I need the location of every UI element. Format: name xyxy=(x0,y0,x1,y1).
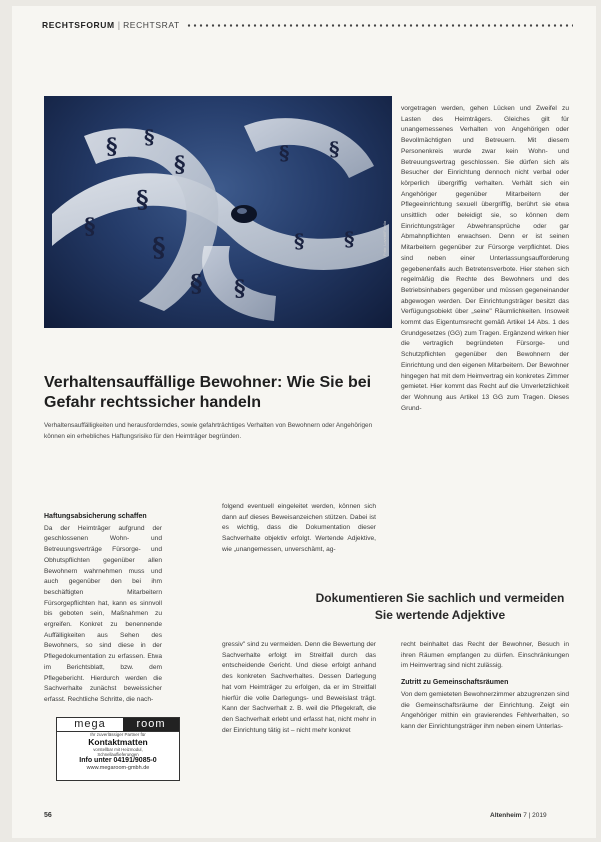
ad-phone: Info unter 04191/9085-0 xyxy=(79,757,157,765)
photo-credit: Foto: Lovetti/Fotolia xyxy=(382,220,387,256)
subsection-label: RECHTSRAT xyxy=(123,20,180,30)
paragraph-sign-icon: § xyxy=(84,214,96,240)
section-label: RECHTSFORUM xyxy=(42,20,115,30)
subheading-common-rooms: Zutritt zu Gemeinschaftsräumen xyxy=(401,679,509,687)
ad-detail: Schnellauflieferungen xyxy=(97,752,139,758)
ad-logo-right: room xyxy=(123,718,179,731)
magazine-issue: 7 | 2019 xyxy=(523,812,547,819)
hero-image xyxy=(44,96,392,328)
body-text: Von dem gemieteten Bewohnerzimmer abzugrenzen sind die Gemeinschaftsräume der Einrichtung. Zeigt ein Angehöriger mithin ein gravierendes Fehlverhalten, so kann der Einrichtungsträger ihm neben einem Unterlas- xyxy=(401,690,569,730)
body-text: Da der Heimträger aufgrund der geschlossenen Wohn- und Betreuungsverträge Fürsorge- und Obhutspflichten gegenüber allen Bewohnern wahrnehmen muss und auch gegenüber den bei ihm beschäftigten Mitarbeitern Fürsorgepflichten hat, kann es sinnvoll bis geboten sein, Maßnahmen zu ergreifen. Konkret zu benennende Auffälligkeiten aus Sehen des Bewohners, so sind diese in der Pflegedokumentation zu erfassen. Etwa im Berichtsblatt, bzw. dem Pflegebericht. Hierdurch werden die Sachverhalte zunächst beweissicher erfasst. Rechtliche Schritte, die nach- xyxy=(44,524,162,703)
body-text: folgend eventuell eingeleitet werden, können sich dann auf dieses Beweisanzeichen stützen. Dabei ist es wichtig, dass die Dokumentation dieser Sachverhalte objektiv erfolgt. Wertende Adjektive, wie „unangemessen, unverschämt, ag- xyxy=(222,503,376,553)
ad-logo-left: mega xyxy=(74,718,106,730)
paragraph-sign-icon: § xyxy=(190,269,203,298)
article-title: Verhaltensauffällige Bewohner: Wie Sie bei Gefahr rechtssicher handeln xyxy=(44,374,372,411)
paragraph-sign-icon: § xyxy=(234,276,246,302)
paragraph-sign-icon: § xyxy=(174,152,186,178)
subheading-liability: Haftungsabsicherung schaffen xyxy=(44,513,147,520)
body-text: vorgetragen werden, gehen Lücken und Zweifel zu Lasten des Heimträgers. Gleiches gilt für unangemessenes Verhalten von Angehörigen oder Bevollmächtigten und Betreuern. Mit diesem Personenkreis wurde zwar kein Wohn- und Betreuungsvertrag geschlossen. Sie dürfen sich als Besucher der Einrichtung dennoch nicht verbal oder körperlich übergriffig verhalten. Verhält sich ein Angehöriger gegenüber Mitarbeitern der Pflegeeinrichtung sexuell übergriffig, berührt sie etwa unsittlich oder beleidigt sie, so können dem Einrichtungsträger Abwehransprüche oder gar Abmahnpflichten erwachsen. Denn er ist seinen Mitarbeitern gegenüber zur Fürsorge verpflichtet. Dies sind neben einer Unterlassungsaufforderung gegebenenfalls auch Betretensverbote. Hier stehen sich regelmäßig die Rechte des Bewohners und des Betriebsinhabers gegenüber und müssen gegeneinander abgewogen werden. Der Einrichtungsträger besitzt das Verfügungsobiekt über „seine" Räumlichkeiten. Insoweit kommt das Eigentumsrecht gemäß Artikel 14 Abs. 1 des Grundgesetzes (GG) zum Tragen. Ergänzend wirken hier die vertraglich begründeten Fürsorge- und Schutzpflichten gegenüber den Bewohnern der Einrichtung und den eigenen Mitarbeitern. Der Bewohner hingegen hat mit dem Heimvertrag ein konkretes Zimmer gemietet. Hier kommt das Recht auf die Unverletzlichkeit der Wohnung aus Artikel 13 GG zum Tragen. Dieses Grund- xyxy=(401,105,569,412)
paragraph-sign-icon: § xyxy=(294,229,305,253)
paragraph-sign-icon: § xyxy=(144,125,155,149)
column-middle-top xyxy=(222,502,376,556)
advertisement[interactable] xyxy=(56,717,180,781)
paragraph-sign-icon: § xyxy=(136,185,149,214)
paragraph-ribbon-illustration xyxy=(44,96,392,328)
column-right-top xyxy=(401,104,569,414)
paragraph-sign-icon: § xyxy=(344,227,355,251)
pull-quote: Dokumentieren Sie sachlich und vermeiden Sie wertende Adjektive xyxy=(315,591,565,622)
paragraph-sign-icon: § xyxy=(279,141,290,165)
column-right-bottom xyxy=(401,640,569,733)
paragraph-sign-icon: § xyxy=(329,137,340,161)
paragraph-sign-icon: § xyxy=(152,233,166,263)
column-left xyxy=(44,512,162,706)
article-lead: Verhaltensauffälligkeiten und herausforderndes, sowie gefahrträchtiges Verhalten von Bewohnern oder Angehörigen können ein erhebliches Haftungsrisiko für den Heimträger begründen. xyxy=(44,422,373,440)
column-middle-bottom xyxy=(222,640,376,736)
ad-url[interactable]: www.megaroom-gmbh.de xyxy=(86,765,150,772)
magazine-name: Altenheim xyxy=(490,812,522,819)
ad-tagline: Ihr zuverlässiger Partner für xyxy=(90,732,146,737)
header-separator: | xyxy=(117,20,121,30)
ad-logo xyxy=(57,718,179,732)
page-number: 56 xyxy=(44,812,52,819)
body-text: gressiv" sind zu vermeiden. Denn die Bewertung der Sachverhalte erfolgt im Streitfall durch das entscheidende Gericht. Und diese erfolgt anhand des konkreten Sachverhaltes. Dessen Darlegung hat vom Heimträger zu erfolgen, da er im Streitfall hierfür die volle Darlegungs- und Beweislast trägt. Kann der Sachverhalt z. B. weil die Pflegekraft, die den Sachverhalt erlebt und erfasst hat, nicht mehr in der Einrichtung tätig ist – nicht mehr konkret xyxy=(222,641,376,734)
ad-detail: vorstellbar mit Heizmodul, xyxy=(93,747,143,752)
magazine-footer xyxy=(490,812,547,819)
ad-headline: Kontaktmatten xyxy=(88,737,148,747)
header-dotted-rule xyxy=(186,24,573,27)
section-header xyxy=(42,18,573,32)
paragraph-sign-icon: § xyxy=(106,134,118,160)
body-text: recht beinhaltet das Recht der Bewohner, Besuch in ihren Räumen empfangen zu dürfen. Einschränkungen im Heimvertrag sind nicht zulässig. xyxy=(401,641,569,670)
